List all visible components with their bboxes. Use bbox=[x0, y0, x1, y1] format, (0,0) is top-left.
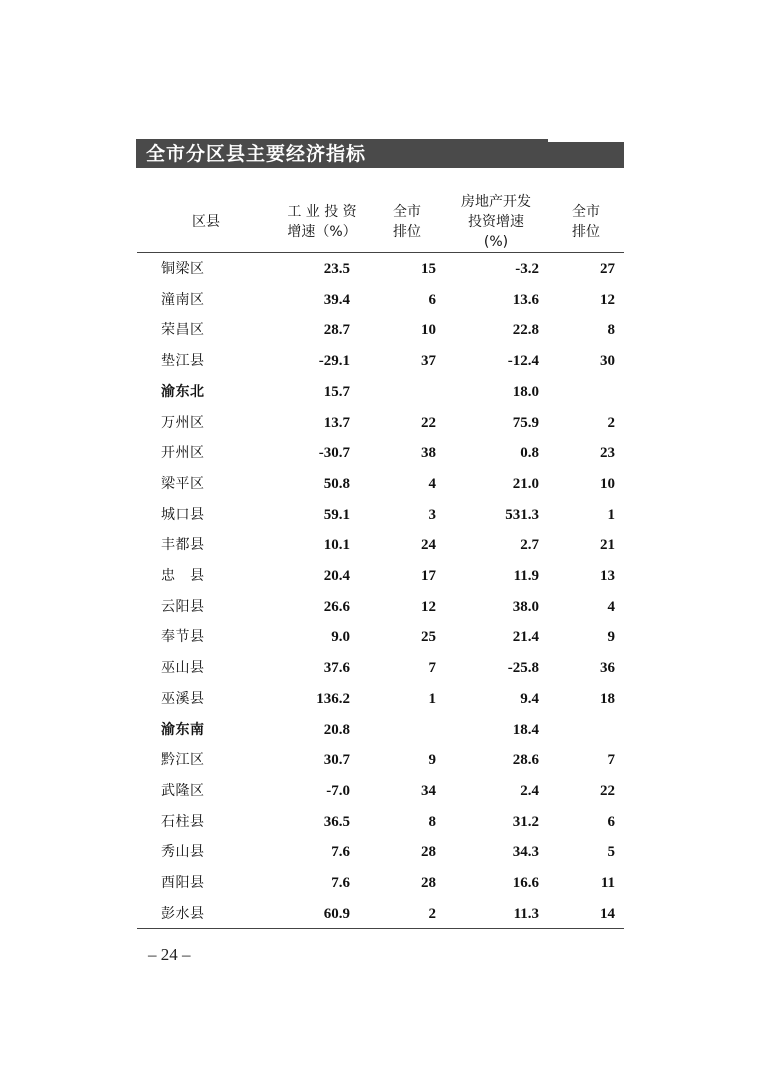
table-row bbox=[137, 469, 624, 499]
industrial-growth-value: 15.7 bbox=[323, 383, 350, 400]
district-name: 铜梁区 bbox=[161, 261, 205, 277]
industrial-rank-value: 10 bbox=[421, 322, 436, 339]
industrial-growth-value: 36.5 bbox=[323, 813, 350, 830]
realestate-rank-value: 9 bbox=[607, 629, 615, 646]
realestate-growth-value: 9.4 bbox=[520, 690, 539, 707]
realestate-rank-value: 36 bbox=[600, 660, 615, 677]
industrial-rank-value: 28 bbox=[421, 844, 436, 861]
realestate-rank-value: 5 bbox=[607, 844, 615, 861]
industrial-rank-value: 24 bbox=[421, 537, 436, 554]
table-row bbox=[137, 408, 624, 438]
table-row bbox=[137, 622, 624, 652]
realestate-growth-value: 18.0 bbox=[512, 383, 539, 400]
header-rank-1 bbox=[382, 202, 432, 242]
realestate-growth-value: -3.2 bbox=[515, 261, 539, 277]
district-name: 云阳县 bbox=[161, 598, 205, 615]
industrial-growth-value: 20.8 bbox=[323, 721, 350, 738]
realestate-growth-value: 75.9 bbox=[512, 414, 539, 431]
header-rank2-line1: 全市 bbox=[572, 204, 600, 220]
industrial-growth-value: -29.1 bbox=[318, 353, 350, 370]
district-name: 黔江区 bbox=[161, 752, 205, 769]
district-name: 忠 县 bbox=[161, 568, 205, 584]
realestate-rank-value: 4 bbox=[607, 598, 615, 615]
header-industrial-growth bbox=[272, 202, 372, 242]
district-name: 荣昌区 bbox=[161, 322, 205, 339]
industrial-growth-value: 23.5 bbox=[323, 261, 350, 277]
table-row bbox=[137, 899, 624, 929]
industrial-rank-value: 2 bbox=[428, 905, 436, 922]
table-row bbox=[137, 254, 624, 284]
table-row bbox=[137, 684, 624, 714]
table-row bbox=[137, 438, 624, 468]
realestate-rank-value: 13 bbox=[600, 568, 615, 584]
realestate-growth-value: -12.4 bbox=[507, 353, 539, 370]
realestate-rank-value: 18 bbox=[600, 690, 615, 707]
industrial-growth-value: 10.1 bbox=[323, 537, 350, 554]
district-name: 开州区 bbox=[161, 445, 205, 462]
bottom-rule bbox=[137, 928, 624, 929]
realestate-rank-value: 14 bbox=[600, 905, 615, 922]
industrial-growth-value: 59.1 bbox=[323, 506, 350, 523]
header-realestate-growth bbox=[446, 192, 546, 252]
table-row bbox=[137, 500, 624, 530]
industrial-rank-value: 25 bbox=[421, 629, 436, 646]
table-title: 全市分区县主要经济指标 bbox=[146, 143, 367, 165]
industrial-growth-value: 13.7 bbox=[323, 414, 350, 431]
header-industrial-line1: 工 业 投 资 bbox=[287, 204, 357, 220]
industrial-growth-value: 50.8 bbox=[323, 475, 350, 492]
realestate-growth-value: 11.3 bbox=[513, 905, 539, 922]
realestate-growth-value: 2.7 bbox=[520, 537, 539, 554]
realestate-growth-value: 11.9 bbox=[513, 568, 539, 584]
industrial-rank-value: 15 bbox=[421, 261, 436, 277]
table-row bbox=[137, 561, 624, 591]
district-name: 万州区 bbox=[161, 414, 205, 431]
district-name: 奉节县 bbox=[161, 629, 205, 646]
industrial-growth-value: 7.6 bbox=[331, 875, 350, 891]
industrial-rank-value: 1 bbox=[428, 690, 436, 707]
district-name: 渝东南 bbox=[161, 721, 205, 738]
industrial-rank-value: 28 bbox=[421, 875, 436, 891]
title-bar-accent bbox=[548, 139, 624, 142]
industrial-rank-value: 9 bbox=[428, 752, 436, 769]
district-name: 武隆区 bbox=[161, 782, 205, 799]
realestate-growth-value: 0.8 bbox=[520, 445, 539, 462]
table-row bbox=[137, 715, 624, 745]
realestate-growth-value: 2.4 bbox=[520, 782, 539, 799]
realestate-rank-value: 1 bbox=[607, 506, 615, 523]
table-row bbox=[137, 285, 624, 315]
industrial-growth-value: 7.6 bbox=[331, 844, 350, 861]
industrial-rank-value: 22 bbox=[421, 414, 436, 431]
industrial-growth-value: -30.7 bbox=[318, 445, 350, 462]
realestate-rank-value: 10 bbox=[600, 475, 615, 492]
industrial-growth-value: 136.2 bbox=[316, 690, 350, 707]
industrial-growth-value: 9.0 bbox=[331, 629, 350, 646]
district-name: 潼南区 bbox=[161, 291, 205, 308]
realestate-growth-value: 21.0 bbox=[512, 475, 539, 492]
realestate-rank-value: 22 bbox=[600, 782, 615, 799]
table-row bbox=[137, 592, 624, 622]
realestate-rank-value: 21 bbox=[600, 537, 615, 554]
table-row bbox=[137, 377, 624, 407]
table-title-bar bbox=[136, 139, 624, 168]
realestate-growth-value: 31.2 bbox=[512, 813, 539, 830]
district-name: 城口县 bbox=[161, 506, 205, 523]
table-row bbox=[137, 346, 624, 376]
district-name: 垫江县 bbox=[161, 353, 205, 370]
district-name: 渝东北 bbox=[161, 383, 205, 400]
industrial-rank-value bbox=[367, 377, 436, 407]
realestate-growth-value: 18.4 bbox=[512, 721, 539, 738]
industrial-rank-value: 38 bbox=[421, 445, 436, 462]
realestate-rank-value: 8 bbox=[607, 322, 615, 339]
industrial-rank-value: 6 bbox=[428, 291, 436, 308]
industrial-growth-value: 39.4 bbox=[323, 291, 350, 308]
district-name: 巫山县 bbox=[161, 660, 205, 677]
realestate-growth-value: 531.3 bbox=[505, 506, 539, 523]
table-row bbox=[137, 837, 624, 867]
realestate-rank-value: 27 bbox=[600, 261, 615, 277]
realestate-rank-value bbox=[547, 715, 615, 745]
header-rank2-line2: 排位 bbox=[572, 224, 600, 240]
industrial-rank-value: 37 bbox=[421, 353, 436, 370]
realestate-growth-value: 16.6 bbox=[512, 875, 539, 891]
industrial-rank-value: 17 bbox=[421, 568, 436, 584]
industrial-rank-value: 7 bbox=[428, 660, 436, 677]
header-realestate-line3: (%) bbox=[483, 234, 509, 250]
realestate-growth-value: 28.6 bbox=[512, 752, 539, 769]
realestate-growth-value: 13.6 bbox=[512, 291, 539, 308]
industrial-growth-value: 28.7 bbox=[323, 322, 350, 339]
header-rank-2 bbox=[561, 202, 611, 242]
header-rule bbox=[137, 252, 624, 253]
table-row bbox=[137, 530, 624, 560]
header-industrial-line2: 增速（%） bbox=[287, 224, 357, 240]
realestate-growth-value: 22.8 bbox=[512, 322, 539, 339]
table-row bbox=[137, 868, 624, 898]
industrial-rank-value bbox=[367, 715, 436, 745]
header-district-label: 区县 bbox=[192, 214, 220, 230]
industrial-growth-value: 37.6 bbox=[323, 660, 350, 677]
industrial-rank-value: 34 bbox=[421, 782, 436, 799]
realestate-rank-value: 30 bbox=[600, 353, 615, 370]
industrial-growth-value: -7.0 bbox=[326, 782, 350, 799]
header-district bbox=[170, 212, 242, 232]
realestate-rank-value: 23 bbox=[600, 445, 615, 462]
district-name: 彭水县 bbox=[161, 905, 205, 922]
industrial-rank-value: 3 bbox=[428, 506, 436, 523]
district-name: 丰都县 bbox=[161, 537, 205, 554]
industrial-rank-value: 4 bbox=[428, 475, 436, 492]
industrial-growth-value: 30.7 bbox=[323, 752, 350, 769]
table-row bbox=[137, 745, 624, 775]
district-name: 秀山县 bbox=[161, 844, 205, 861]
realestate-rank-value bbox=[547, 377, 615, 407]
realestate-rank-value: 11 bbox=[600, 875, 615, 891]
industrial-rank-value: 8 bbox=[428, 813, 436, 830]
industrial-rank-value: 12 bbox=[421, 598, 436, 615]
table-row bbox=[137, 807, 624, 837]
page-number: – 24 – bbox=[148, 945, 191, 964]
realestate-rank-value: 6 bbox=[607, 813, 615, 830]
realestate-growth-value: -25.8 bbox=[507, 660, 539, 677]
header-rank1-line2: 排位 bbox=[393, 224, 421, 240]
header-realestate-line2: 投资增速 bbox=[468, 214, 524, 230]
table-row bbox=[137, 315, 624, 345]
realestate-growth-value: 34.3 bbox=[512, 844, 539, 861]
district-name: 石柱县 bbox=[161, 813, 205, 830]
realestate-rank-value: 7 bbox=[607, 752, 615, 769]
realestate-growth-value: 38.0 bbox=[512, 598, 539, 615]
district-name: 梁平区 bbox=[161, 475, 205, 492]
header-realestate-line1: 房地产开发 bbox=[461, 194, 531, 210]
realestate-rank-value: 12 bbox=[600, 291, 615, 308]
district-name: 巫溪县 bbox=[161, 690, 205, 707]
header-rank1-line1: 全市 bbox=[393, 204, 421, 220]
industrial-growth-value: 20.4 bbox=[323, 568, 350, 584]
realestate-rank-value: 2 bbox=[607, 414, 615, 431]
table-row bbox=[137, 776, 624, 806]
district-name: 酉阳县 bbox=[161, 875, 205, 891]
table-row bbox=[137, 653, 624, 683]
industrial-growth-value: 60.9 bbox=[323, 905, 350, 922]
realestate-growth-value: 21.4 bbox=[512, 629, 539, 646]
industrial-growth-value: 26.6 bbox=[323, 598, 350, 615]
